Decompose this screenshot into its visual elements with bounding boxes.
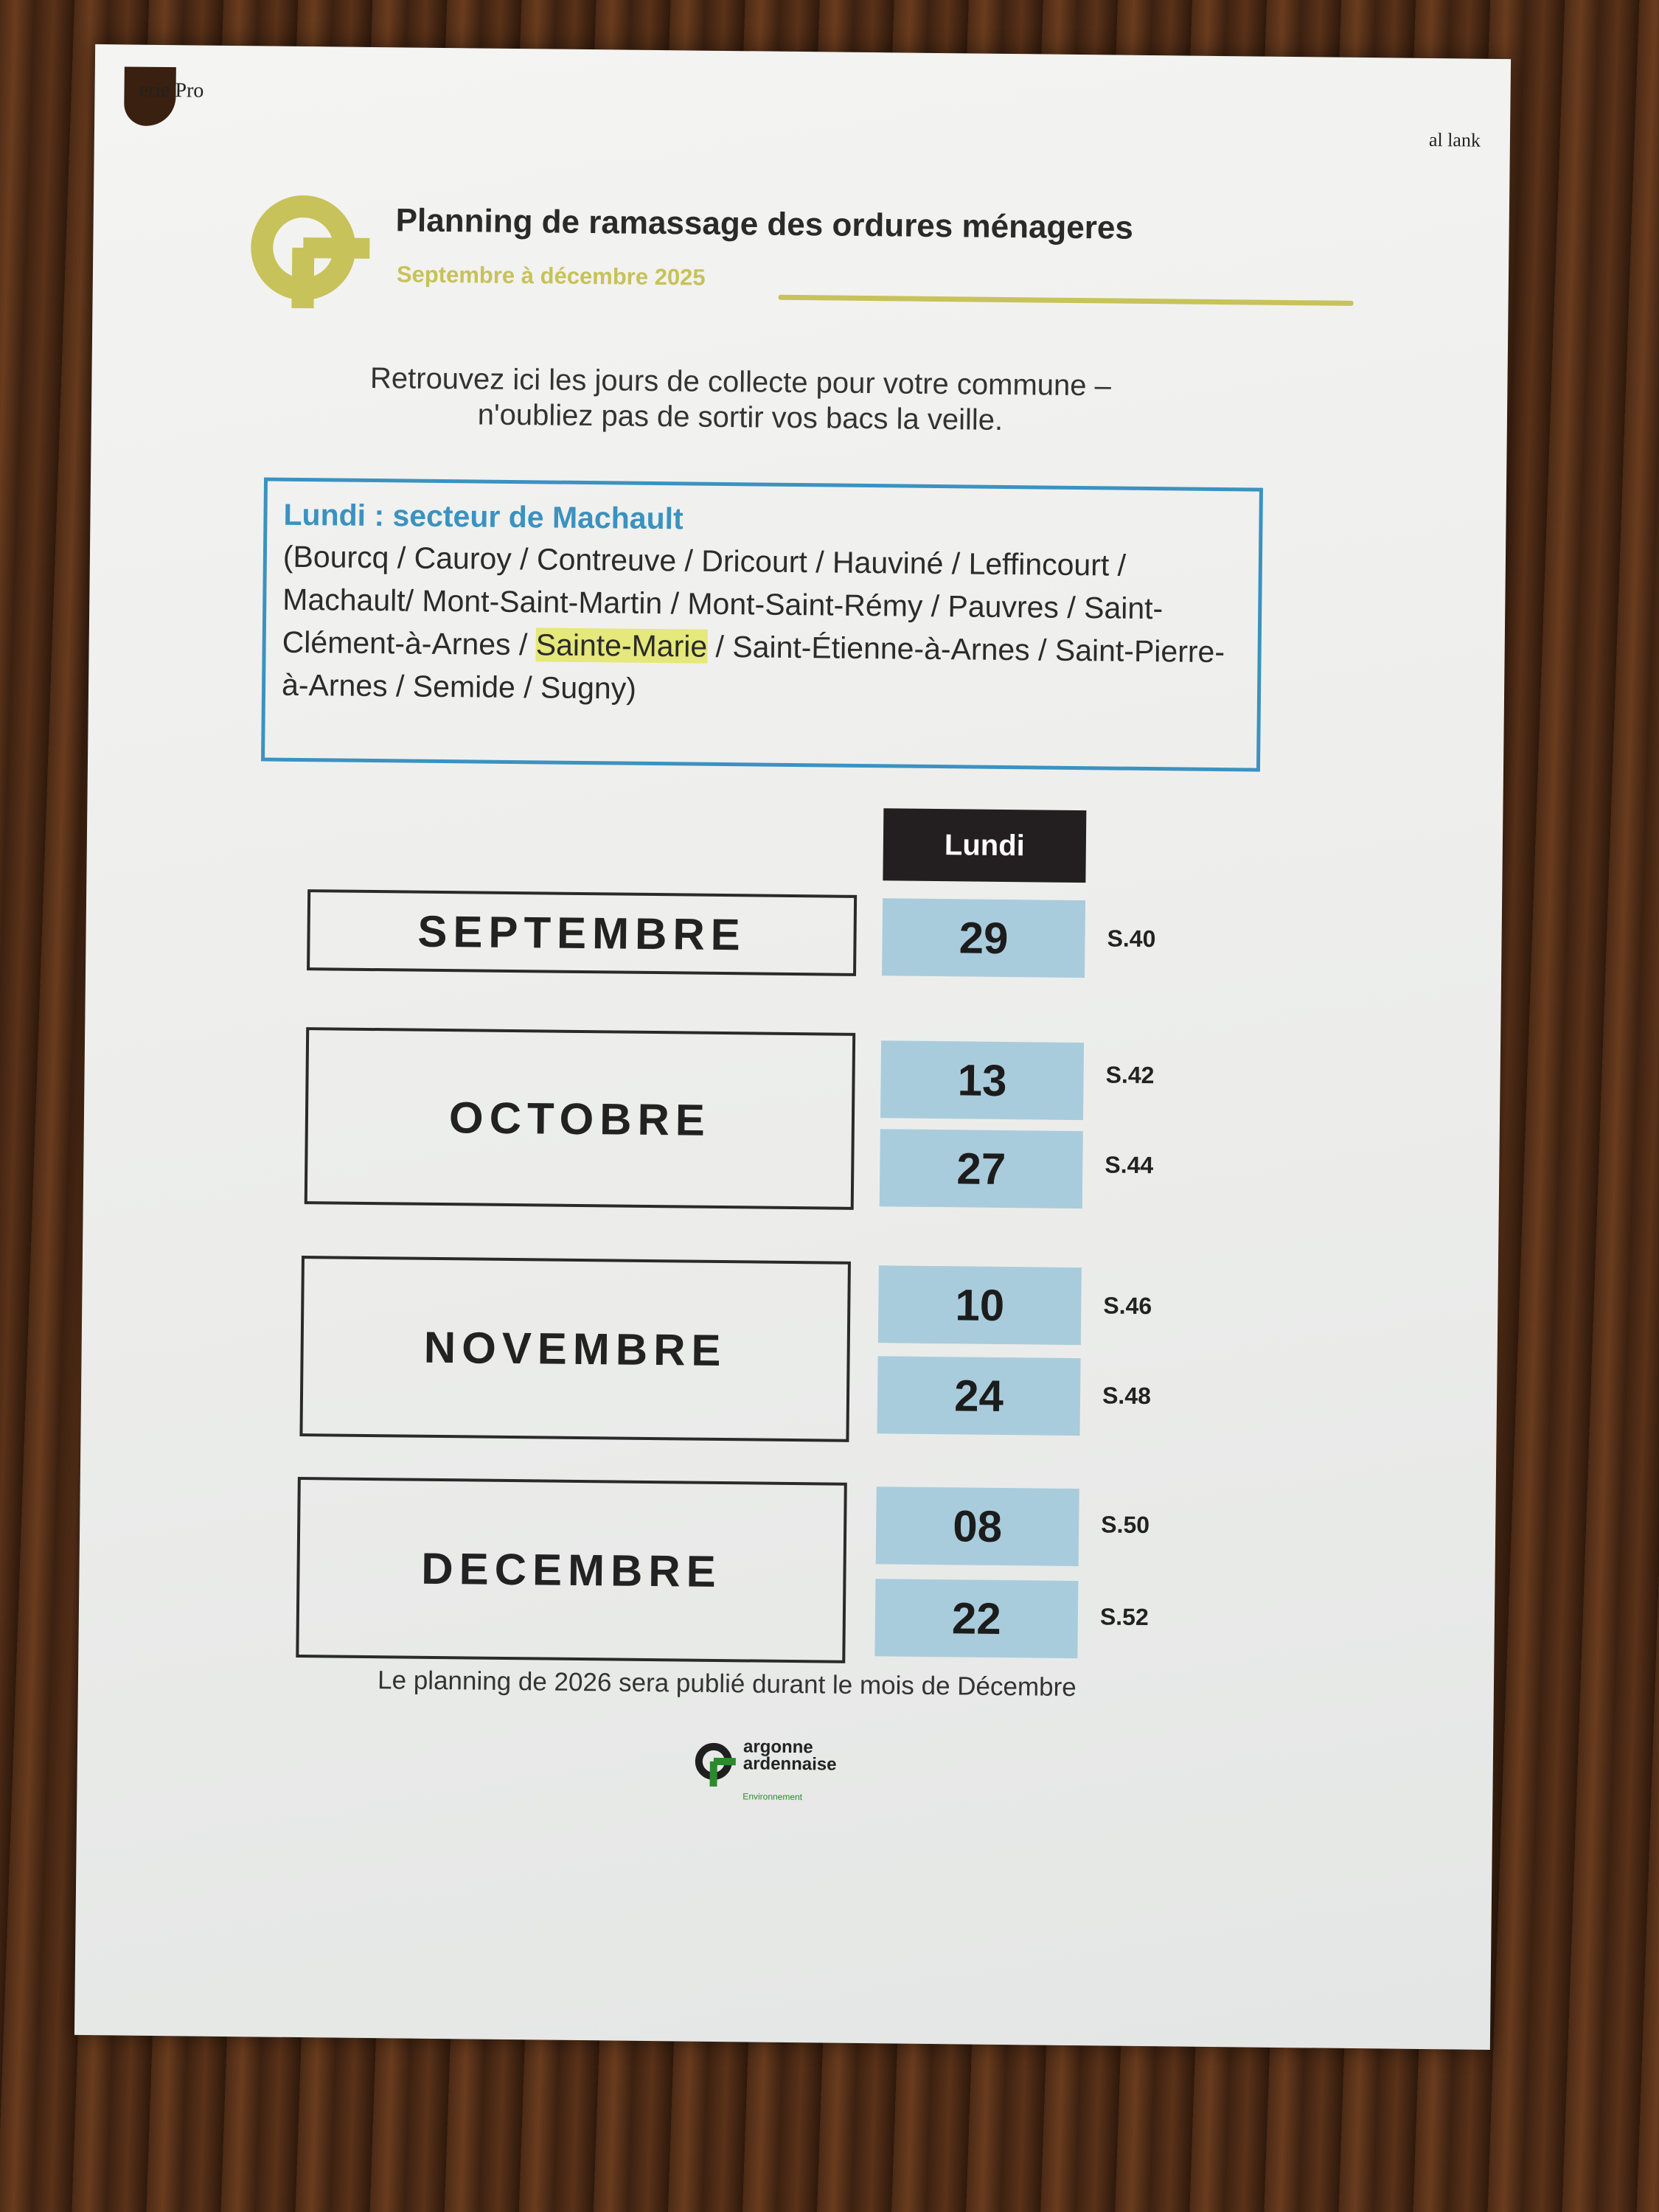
date-cell: 27 (880, 1129, 1083, 1208)
printer-header-left: erie Pro (139, 78, 204, 102)
week-number: S.50 (1101, 1511, 1150, 1539)
month-label-octobre: OCTOBRE (305, 1027, 855, 1210)
week-number: S.42 (1105, 1061, 1155, 1089)
printer-header-right: al lank (1428, 128, 1481, 151)
highlighted-commune: Sainte-Marie (535, 627, 708, 664)
brand-logo (692, 1732, 863, 1807)
sector-title: Lundi : secteur de Machault (283, 497, 684, 536)
footer-note: Le planning de 2026 sera publié durant le mois de Décembre (377, 1666, 1077, 1703)
communes-list (282, 535, 1242, 717)
date-cell: 08 (876, 1486, 1079, 1566)
brand-name (743, 1738, 837, 1773)
brand-line-2: ardennaise (742, 1753, 837, 1775)
page-subtitle: Septembre à décembre 2025 (396, 261, 706, 291)
date-cell: 10 (878, 1265, 1082, 1345)
communes-text-end: / Saint-Étienne-à-Arnes / Saint-Pierre-à-Arnes / Semide / Sugny) (281, 629, 1225, 706)
subtitle-underline (779, 295, 1354, 306)
collection-schedule-flyer (74, 44, 1511, 2050)
week-number: S.40 (1107, 925, 1156, 953)
brand-line-1: argonne (742, 1736, 813, 1758)
intro-line-1: Retrouvez ici les jours de collecte pour votre commune – (369, 361, 1112, 403)
date-cell: 29 (882, 898, 1085, 978)
week-number: S.48 (1102, 1382, 1152, 1410)
month-label-decembre: DECEMBRE (296, 1477, 847, 1663)
week-number: S.44 (1105, 1151, 1154, 1179)
month-label-septembre: SEPTEMBRE (307, 889, 857, 976)
month-label-novembre: NOVEMBRE (299, 1256, 851, 1442)
communes-text: (Bourcq / Cauroy / Contreuve / Dricourt / Hauviné / Leffincourt / Machault/ Mont-Saint-Martin / Mont-Saint-Rémy / Pauvres / Saint-Clément-à-Arnes / (282, 539, 1164, 662)
intro-text (261, 359, 1220, 440)
day-column-header: Lundi (883, 808, 1086, 883)
date-cell: 13 (880, 1040, 1084, 1120)
date-cell: 24 (877, 1356, 1081, 1436)
week-number: S.46 (1103, 1292, 1152, 1320)
sector-box (261, 477, 1263, 771)
brand-q-icon (692, 1739, 737, 1792)
week-number: S.52 (1099, 1603, 1149, 1631)
page-title: Planning de ramassage des ordures ménageres (395, 202, 1134, 246)
q-logo-icon (243, 189, 374, 316)
brand-tagline: Environnement (742, 1791, 803, 1803)
intro-line-2: n'oubliez pas de sortir vos bacs la veille. (477, 398, 1004, 437)
date-cell: 22 (874, 1579, 1078, 1658)
